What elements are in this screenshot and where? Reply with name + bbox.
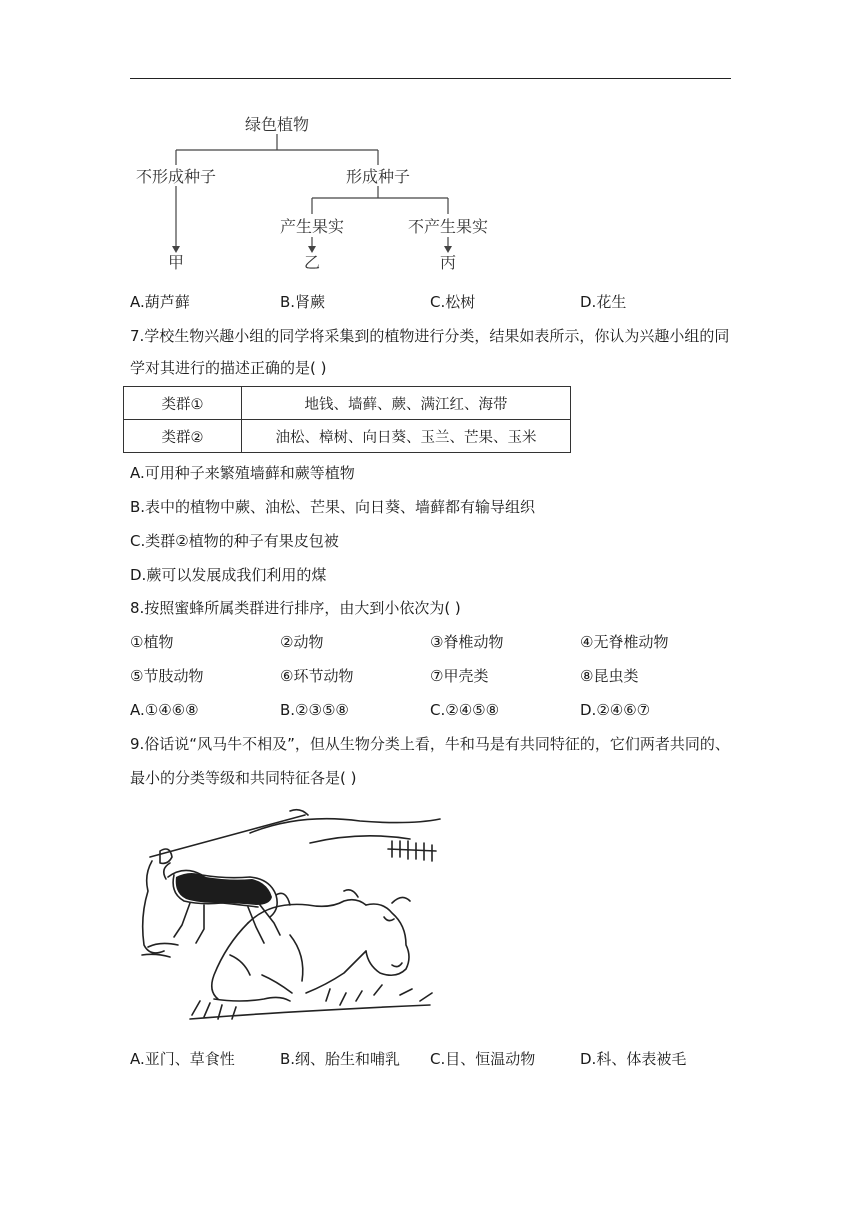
diagram-no-seed: 不形成种子 <box>135 167 217 186</box>
diagram-seed: 形成种子 <box>345 167 411 186</box>
q6-option-d: D.花生 <box>580 293 627 311</box>
q9-option-c: C.目、恒温动物 <box>430 1050 536 1068</box>
diagram-root: 绿色植物 <box>244 115 310 134</box>
q7-option-b: B.表中的植物中蕨、油松、芒果、向日葵、墙藓都有输导组织 <box>130 498 536 516</box>
q8-item: ⑧昆虫类 <box>580 667 639 685</box>
q7-option-d: D.蕨可以发展成我们利用的煤 <box>130 566 327 584</box>
diagram-fruit: 产生果实 <box>279 217 345 236</box>
q9-option-a: A.亚门、草食性 <box>130 1050 235 1068</box>
q9-option-b: B.纲、胎生和哺乳 <box>280 1050 401 1068</box>
q8-option-d: D.②④⑥⑦ <box>580 701 651 719</box>
q7-stem-line2: 学对其进行的描述正确的是( ) <box>130 359 327 377</box>
q8-item: ⑥环节动物 <box>280 667 354 685</box>
q7-classification-table <box>123 386 571 453</box>
q8-item: ⑤节肢动物 <box>130 667 204 685</box>
q6-option-a: A.葫芦藓 <box>130 293 190 311</box>
q7-option-a: A.可用种子来繁殖墙藓和蕨等植物 <box>130 464 355 482</box>
diagram-leaf-jia: 甲 <box>167 253 185 272</box>
table-cell-value: 油松、樟树、向日葵、玉兰、芒果、玉米 <box>242 420 571 453</box>
q8-item: ④无脊椎动物 <box>580 633 669 651</box>
diagram-no-fruit: 不产生果实 <box>407 217 489 236</box>
q9-stem-line1: 9.俗话说“风马牛不相及”，但从生物分类上看，牛和马是有共同特征的，它们两者共同的、 <box>130 735 730 753</box>
q7-option-c: C.类群②植物的种子有果皮包被 <box>130 532 339 550</box>
q6-option-c: C.松树 <box>430 293 476 311</box>
horse-and-cattle-illustration <box>130 805 450 1030</box>
table-cell-label: 类群② <box>124 420 242 453</box>
q8-item: ⑦甲壳类 <box>430 667 489 685</box>
table-row <box>124 387 571 420</box>
table-cell-value: 地钱、墙藓、蕨、满江红、海带 <box>242 387 571 420</box>
q8-stem: 8.按照蜜蜂所属类群进行排序，由大到小依次为( ) <box>130 599 461 617</box>
diagram-leaf-bing: 丙 <box>439 253 457 272</box>
q8-item: ③脊椎动物 <box>430 633 504 651</box>
diagram-leaf-yi: 乙 <box>303 253 321 272</box>
table-row <box>124 420 571 453</box>
q9-option-d: D.科、体表被毛 <box>580 1050 687 1068</box>
q6-option-b: B.肾蕨 <box>280 293 326 311</box>
q8-item: ②动物 <box>280 633 324 651</box>
q8-option-a: A.①④⑥⑧ <box>130 701 199 719</box>
q8-item: ①植物 <box>130 633 174 651</box>
q9-stem-line2: 最小的分类等级和共同特征各是( ) <box>130 769 357 787</box>
q8-option-c: C.②④⑤⑧ <box>430 701 500 719</box>
q7-stem-line1: 7.学校生物兴趣小组的同学将采集到的植物进行分类，结果如表所示，你认为兴趣小组的同 <box>130 327 730 345</box>
plant-classification-diagram <box>0 0 860 280</box>
q8-option-b: B.②③⑤⑧ <box>280 701 349 719</box>
table-cell-label: 类群① <box>124 387 242 420</box>
